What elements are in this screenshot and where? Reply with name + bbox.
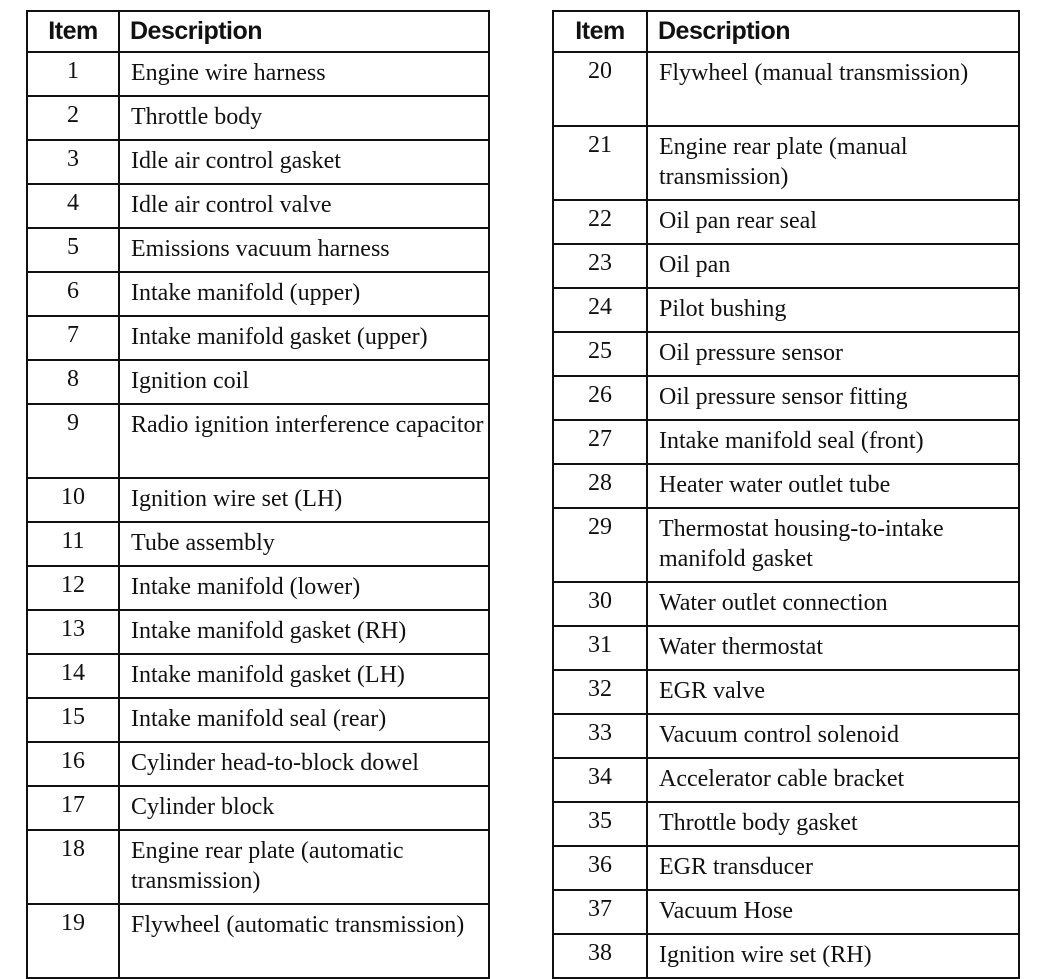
table-row: [553, 670, 1019, 714]
header-row: [553, 11, 1019, 52]
item-number: 29: [553, 508, 647, 582]
item-description: Intake manifold seal (rear): [119, 698, 489, 742]
table-row: [553, 376, 1019, 420]
item-number: 33: [553, 714, 647, 758]
item-description: Intake manifold seal (front): [647, 420, 1019, 464]
item-description: EGR valve: [647, 670, 1019, 714]
item-number: 18: [27, 830, 119, 904]
table-row: [27, 830, 489, 904]
item-number: 35: [553, 802, 647, 846]
description-column-header: Description: [119, 11, 489, 52]
item-description: Water outlet connection: [647, 582, 1019, 626]
item-number: 34: [553, 758, 647, 802]
item-description: Idle air control gasket: [119, 140, 489, 184]
item-description: Idle air control valve: [119, 184, 489, 228]
item-description: Engine rear plate (automatic transmission): [119, 830, 489, 904]
item-description: Vacuum control solenoid: [647, 714, 1019, 758]
item-number: 27: [553, 420, 647, 464]
item-number: 28: [553, 464, 647, 508]
item-description: EGR transducer: [647, 846, 1019, 890]
table-row: [553, 846, 1019, 890]
table-row: [27, 904, 489, 978]
table-row: [553, 332, 1019, 376]
table-row: [27, 184, 489, 228]
table-row: [553, 626, 1019, 670]
item-description: Oil pan: [647, 244, 1019, 288]
table-row: [553, 244, 1019, 288]
item-description: Oil pan rear seal: [647, 200, 1019, 244]
item-number: 11: [27, 522, 119, 566]
table-row: [553, 934, 1019, 978]
item-number: 21: [553, 126, 647, 200]
item-description: Cylinder block: [119, 786, 489, 830]
item-number: 24: [553, 288, 647, 332]
item-number: 8: [27, 360, 119, 404]
table-row: [27, 786, 489, 830]
table-row: [553, 758, 1019, 802]
table-row: [27, 272, 489, 316]
item-number: 37: [553, 890, 647, 934]
table-row: [27, 742, 489, 786]
table-row: [27, 140, 489, 184]
table-row: [553, 508, 1019, 582]
item-description: Intake manifold gasket (RH): [119, 610, 489, 654]
item-number: 14: [27, 654, 119, 698]
table-row: [553, 464, 1019, 508]
item-number: 26: [553, 376, 647, 420]
item-description: Engine rear plate (manual transmission): [647, 126, 1019, 200]
item-description: Intake manifold (lower): [119, 566, 489, 610]
table-row: [27, 228, 489, 272]
table-row: [27, 360, 489, 404]
item-column-header: Item: [553, 11, 647, 52]
item-number: 10: [27, 478, 119, 522]
item-number: 6: [27, 272, 119, 316]
item-number: 25: [553, 332, 647, 376]
table-row: [553, 126, 1019, 200]
item-description: Radio ignition interference capacitor: [119, 404, 489, 478]
table-row: [27, 566, 489, 610]
table-row: [553, 714, 1019, 758]
item-description: Heater water outlet tube: [647, 464, 1019, 508]
item-number: 12: [27, 566, 119, 610]
item-description: Vacuum Hose: [647, 890, 1019, 934]
item-number: 5: [27, 228, 119, 272]
item-description: Intake manifold gasket (upper): [119, 316, 489, 360]
item-number: 3: [27, 140, 119, 184]
item-number: 7: [27, 316, 119, 360]
item-description: Engine wire harness: [119, 52, 489, 96]
table-row: [553, 582, 1019, 626]
item-number: 22: [553, 200, 647, 244]
table-row: [27, 316, 489, 360]
item-number: 16: [27, 742, 119, 786]
table-row: [553, 420, 1019, 464]
header-row: [27, 11, 489, 52]
parts-table-left: [26, 10, 490, 979]
table-row: [553, 802, 1019, 846]
item-number: 9: [27, 404, 119, 478]
table-row: [27, 698, 489, 742]
item-number: 19: [27, 904, 119, 978]
item-description: Cylinder head-to-block dowel: [119, 742, 489, 786]
table-row: [553, 288, 1019, 332]
item-number: 13: [27, 610, 119, 654]
item-number: 23: [553, 244, 647, 288]
item-description: Intake manifold (upper): [119, 272, 489, 316]
item-description: Oil pressure sensor: [647, 332, 1019, 376]
table-row: [27, 654, 489, 698]
table-row: [553, 200, 1019, 244]
item-description: Oil pressure sensor fitting: [647, 376, 1019, 420]
item-description: Ignition wire set (RH): [647, 934, 1019, 978]
table-row: [27, 478, 489, 522]
item-description: Water thermostat: [647, 626, 1019, 670]
item-description: Flywheel (automatic transmission): [119, 904, 489, 978]
table-row: [553, 890, 1019, 934]
item-description: Throttle body gasket: [647, 802, 1019, 846]
item-description: Throttle body: [119, 96, 489, 140]
item-number: 2: [27, 96, 119, 140]
item-number: 38: [553, 934, 647, 978]
description-column-header: Description: [647, 11, 1019, 52]
item-description: Thermostat housing-to-intake manifold gasket: [647, 508, 1019, 582]
item-description: Accelerator cable bracket: [647, 758, 1019, 802]
item-description: Ignition wire set (LH): [119, 478, 489, 522]
item-description: Tube assembly: [119, 522, 489, 566]
item-number: 4: [27, 184, 119, 228]
item-number: 15: [27, 698, 119, 742]
item-column-header: Item: [27, 11, 119, 52]
item-description: Flywheel (manual transmission): [647, 52, 1019, 126]
table-row: [27, 404, 489, 478]
table-row: [27, 522, 489, 566]
parts-table-right: [552, 10, 1020, 979]
item-number: 31: [553, 626, 647, 670]
item-description: Emissions vacuum harness: [119, 228, 489, 272]
item-description: Intake manifold gasket (LH): [119, 654, 489, 698]
table-row: [27, 96, 489, 140]
item-description: Ignition coil: [119, 360, 489, 404]
item-number: 1: [27, 52, 119, 96]
item-number: 36: [553, 846, 647, 890]
item-number: 30: [553, 582, 647, 626]
item-number: 17: [27, 786, 119, 830]
table-row: [27, 52, 489, 96]
table-row: [553, 52, 1019, 126]
table-row: [27, 610, 489, 654]
item-number: 32: [553, 670, 647, 714]
item-number: 20: [553, 52, 647, 126]
item-description: Pilot bushing: [647, 288, 1019, 332]
